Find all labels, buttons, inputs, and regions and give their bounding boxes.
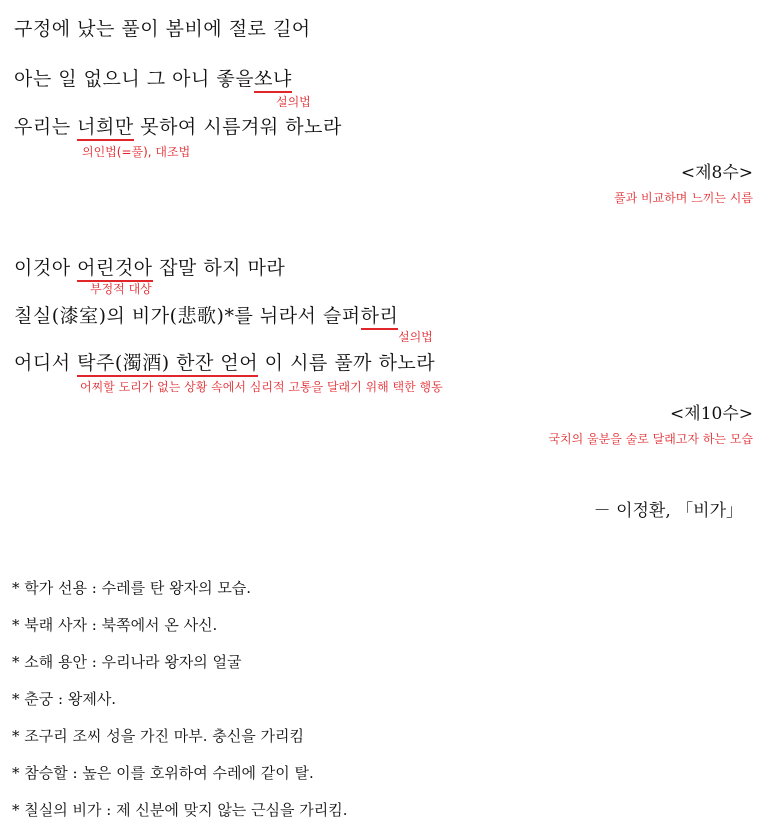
underlined-phrase: 너희만	[77, 116, 134, 141]
author-credit: － 이정환, 「비가」	[593, 501, 743, 521]
annotation-note: 어찌할 도리가 없는 상황 속에서 심리적 고통을 달래기 위해 택한 행동	[80, 380, 443, 394]
underlined-phrase: 쏘냐	[254, 68, 292, 93]
poem-line-8-2: 아는 일 없으니 그 아니 좋을쏘냐	[14, 66, 292, 92]
annotation-note: 설의법	[398, 330, 433, 344]
footnote: * 칠실의 비가 : 제 신분에 맞지 않는 근심을 가리킴.	[12, 801, 348, 819]
stanza-tag: <제10수>	[670, 404, 753, 424]
footnote: * 춘궁 : 왕제사.	[12, 690, 117, 708]
stanza-summary-note: 국치의 울분을 술로 달래고자 하는 모습	[548, 432, 753, 446]
footnote: * 소해 용안 : 우리나라 왕자의 얼굴	[12, 653, 242, 671]
underlined-phrase: 탁주(濁酒) 한잔 얻어	[77, 352, 258, 377]
footnote: * 조구리 조씨 성을 가진 마부. 충신을 가리킴	[12, 727, 304, 745]
stanza-tag: <제8수>	[680, 163, 753, 183]
poem-line-10-1: 이것아 어린것아 잡말 하지 마라	[14, 255, 285, 281]
footnote: * 학가 선용 : 수레를 탄 왕자의 모습.	[12, 579, 252, 597]
annotation-note: 설의법	[276, 95, 311, 109]
annotation-note: 부정적 대상	[90, 282, 152, 296]
annotation-note: 의인법(=풀), 대조법	[82, 145, 191, 159]
underlined-phrase: 어린것아	[77, 257, 152, 282]
footnote: * 북래 사자 : 북쪽에서 온 사신.	[12, 616, 218, 634]
poem-line-8-1: 구정에 났는 풀이 봄비에 절로 길어	[14, 18, 311, 40]
stanza-summary-note: 풀과 비교하며 느끼는 시름	[614, 191, 753, 205]
poem-line-10-2: 칠실(漆室)의 비가(悲歌)*를 뉘라서 슬퍼하리	[14, 303, 398, 329]
footnote: * 참승할 : 높은 이를 호위하여 수레에 같이 탈.	[12, 764, 314, 782]
poem-line-8-3: 우리는 너희만 못하여 시름겨워 하노라	[14, 114, 342, 140]
underlined-phrase: 하리	[361, 305, 399, 330]
poem-line-10-3: 어디서 탁주(濁酒) 한잔 얻어 이 시름 풀까 하노라	[14, 350, 435, 376]
